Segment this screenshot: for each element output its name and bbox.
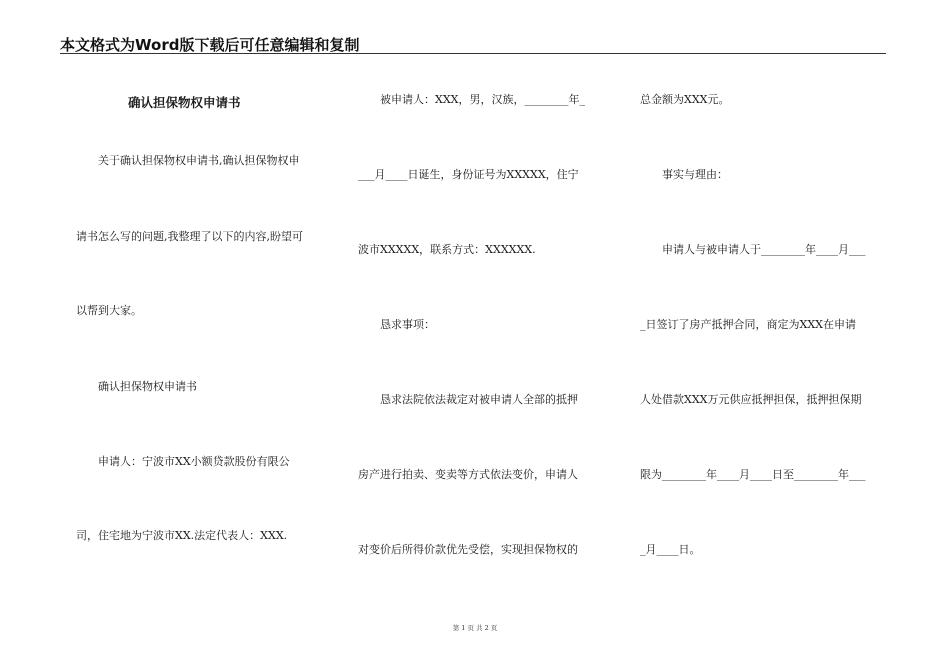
body-line: 恳求法院依法裁定对被申请人全部的抵押 (380, 393, 578, 406)
body-line: 请书怎么写的问题,我整理了以下的内容,盼望可 (76, 230, 303, 243)
body-line: 确认担保物权申请书 (98, 380, 197, 393)
body-line: 人处借款XXX万元供应抵押担保，抵押担保期 (640, 393, 862, 406)
body-line: 被申请人：XXX，男，汉族，________年_ (380, 93, 585, 106)
body-line: 房产进行拍卖、变卖等方式依法变价，申请人 (358, 468, 578, 481)
body-line: 申请人：宁波市XX小额贷款股份有限公 (98, 455, 290, 468)
body-line: 关于确认担保物权申请书,确认担保物权申 (98, 154, 300, 167)
body-line: 以帮到大家。 (76, 304, 142, 317)
body-line: 限为________年____月____日至________年___ (640, 468, 866, 481)
body-line: 申请人与被申请人于________年____月___ (662, 243, 866, 256)
page-number: 第 1 页 共 2 页 (452, 624, 498, 632)
header-divider (60, 53, 886, 54)
body-line: 对变价后所得价款优先受偿，实现担保物权的 (358, 543, 578, 556)
body-line: 总金额为XXX元。 (640, 93, 730, 106)
document-title: 确认担保物权申请书 (128, 95, 241, 110)
body-line: _月____日。 (640, 543, 701, 556)
body-line: 司，住宅地为宁波市XX.法定代表人：XXX. (76, 529, 288, 542)
body-line: 事实与理由： (662, 168, 728, 181)
header-title: 本文格式为Word版下载后可任意编辑和复制 (60, 36, 360, 54)
body-line: ___月____日诞生，身份证号为XXXXX，住宁 (358, 168, 579, 181)
body-line: 恳求事项： (380, 318, 435, 331)
body-line: 波市XXXXX，联系方式：XXXXXX. (358, 243, 536, 256)
body-line: _日签订了房产抵押合同，商定为XXX在申请 (640, 318, 856, 331)
